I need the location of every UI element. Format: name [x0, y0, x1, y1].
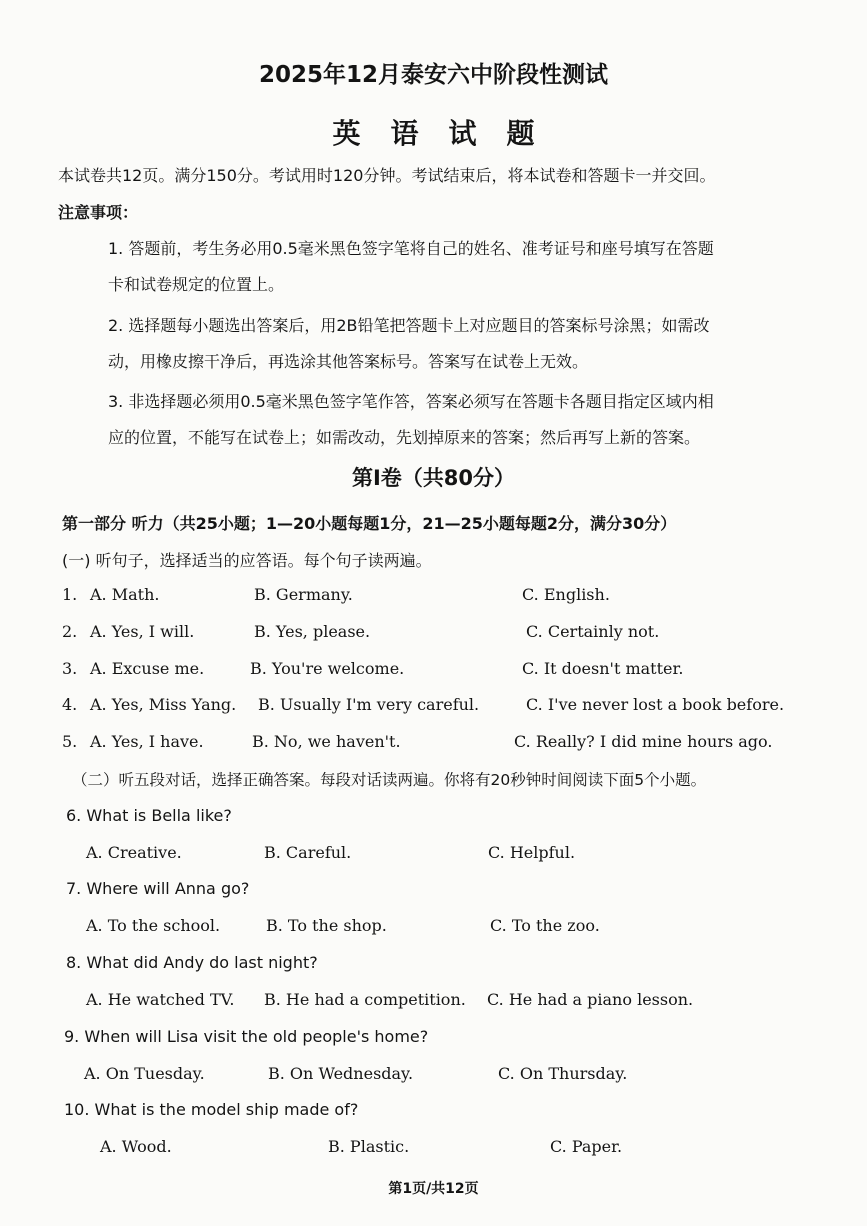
option-a: A. Yes, I have.	[90, 732, 204, 751]
option-b: B. Plastic.	[328, 1137, 410, 1156]
option-a: A. Creative.	[86, 843, 182, 862]
option-c: C. On Thursday.	[498, 1064, 628, 1083]
question-number: 1.	[62, 585, 78, 604]
question-stem: 7. Where will Anna go?	[66, 879, 250, 898]
option-a: A. He watched TV.	[86, 990, 235, 1009]
notice-item-1-line2: 卡和试卷规定的位置上。	[108, 275, 285, 294]
list-item	[62, 732, 842, 756]
question-number: 4.	[62, 695, 78, 714]
notice-item-3-line2: 应的位置，不能写在试卷上；如需改动，先划掉原来的答案；然后再写上新的答案。	[108, 428, 701, 447]
notice-item-3-line1: 3. 非选择题必须用0.5毫米黑色签字笔作答，答案必须写在答题卡各题目指定区域内相	[108, 392, 714, 411]
option-c: C. To the zoo.	[490, 916, 600, 935]
list-item	[62, 695, 842, 719]
volume-title: 第Ⅰ卷（共80分）	[351, 466, 516, 490]
option-b: B. Yes, please.	[254, 622, 371, 641]
notice-item-1-line1: 1. 答题前，考生务必用0.5毫米黑色签字笔将自己的姓名、准考证号和座号填写在答题	[108, 239, 714, 258]
option-b: B. Careful.	[264, 843, 352, 862]
option-c: C. Certainly not.	[526, 622, 660, 641]
option-b: B. To the shop.	[266, 916, 387, 935]
notice-heading: 注意事项：	[58, 203, 139, 222]
section2-heading: （二）听五段对话，选择正确答案。每段对话读两遍。你将有20秒钟时间阅读下面5个小题。	[72, 771, 707, 789]
option-b: B. He had a competition.	[264, 990, 466, 1009]
option-a: A. Yes, I will.	[90, 622, 195, 641]
list-item	[84, 1064, 864, 1088]
option-c: C. Helpful.	[488, 843, 576, 862]
question-number: 5.	[62, 732, 78, 751]
notice-item-2-line2: 动，用橡皮擦干净后，再选涂其他答案标号。答案写在试卷上无效。	[108, 352, 589, 371]
list-item	[86, 990, 866, 1014]
page-number: 第1页/共12页	[388, 1181, 479, 1197]
option-a: A. Math.	[90, 585, 160, 604]
option-b: B. No, we haven't.	[252, 732, 401, 751]
option-b: B. You're welcome.	[250, 659, 405, 678]
subject-title: 英语试题	[332, 117, 565, 150]
option-c: C. I've never lost a book before.	[526, 695, 785, 714]
option-a: A. On Tuesday.	[84, 1064, 205, 1083]
option-a: A. Excuse me.	[90, 659, 205, 678]
question-number: 3.	[62, 659, 78, 678]
list-item	[62, 622, 842, 646]
option-c: C. It doesn't matter.	[522, 659, 684, 678]
list-item	[62, 585, 842, 609]
option-a: A. Yes, Miss Yang.	[90, 695, 237, 714]
option-a: A. Wood.	[100, 1137, 172, 1156]
option-c: C. Really? I did mine hours ago.	[514, 732, 773, 751]
list-item	[62, 659, 842, 683]
notice-item-2-line1: 2. 选择题每小题选出答案后，用2B铅笔把答题卡上对应题目的答案标号涂黑；如需改	[108, 316, 710, 335]
list-item	[100, 1137, 867, 1161]
option-b: B. Usually I'm very careful.	[258, 695, 480, 714]
question-stem: 10. What is the model ship made of?	[64, 1100, 359, 1119]
question-stem: 9. When will Lisa visit the old people's home?	[64, 1027, 429, 1046]
list-item	[86, 916, 866, 940]
option-b: B. Germany.	[254, 585, 353, 604]
option-c: C. Paper.	[550, 1137, 623, 1156]
option-b: B. On Wednesday.	[268, 1064, 414, 1083]
option-c: C. He had a piano lesson.	[487, 990, 694, 1009]
option-a: A. To the school.	[86, 916, 221, 935]
question-stem: 8. What did Andy do last night?	[66, 953, 318, 972]
intro-text: 本试卷共12页。满分150分。考试用时120分钟。考试结束后，将本试卷和答题卡一并交回。	[58, 166, 716, 185]
exam-title: 2025年12月泰安六中阶段性测试	[258, 62, 609, 88]
part1-heading: 第一部分 听力（共25小题；1—20小题每题1分，21—25小题每题2分，满分30分）	[62, 514, 677, 533]
list-item	[86, 843, 866, 867]
question-stem: 6. What is Bella like?	[66, 806, 232, 825]
question-number: 2.	[62, 622, 78, 641]
section1-heading: (一) 听句子，选择适当的应答语。每个句子读两遍。	[62, 551, 432, 570]
option-c: C. English.	[522, 585, 610, 604]
